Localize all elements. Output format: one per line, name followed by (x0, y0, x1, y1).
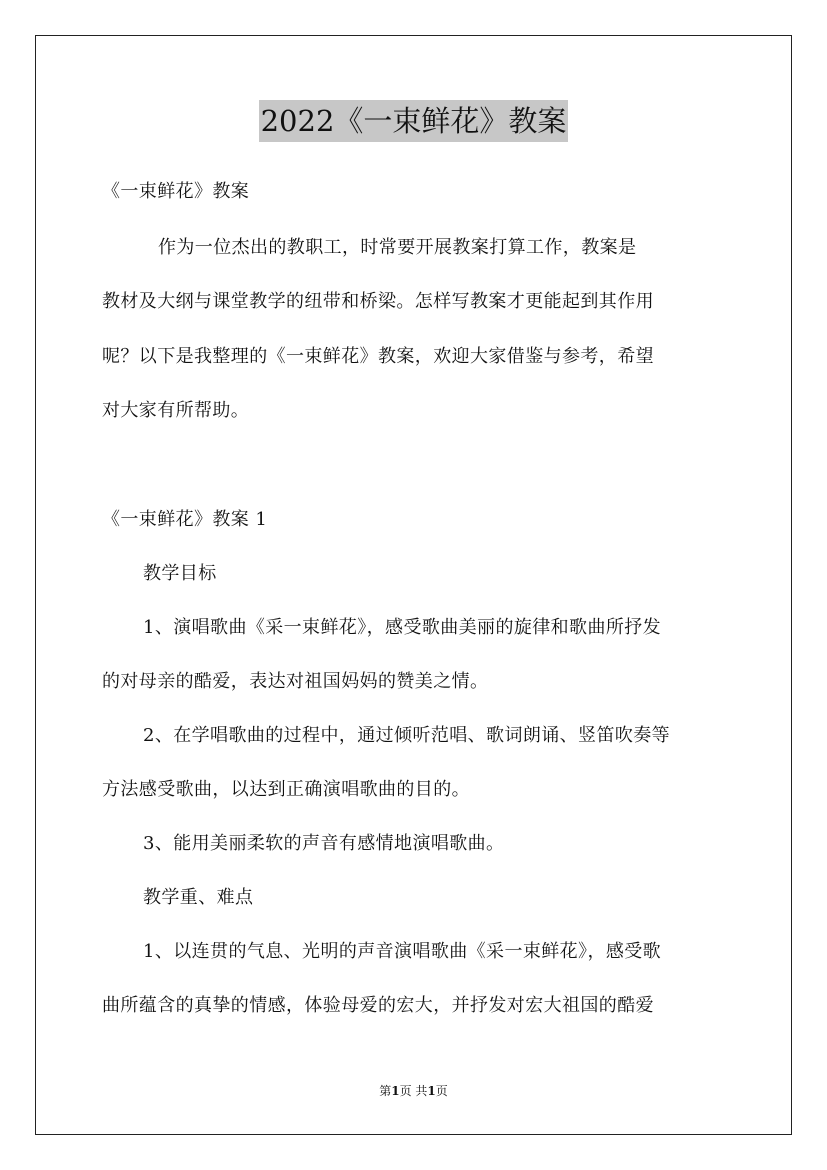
key-point-1-line-2: 曲所蕴含的真挚的情感，体验母爱的宏大，并抒发对宏大祖国的酷爱 (102, 995, 654, 1016)
objective-2-line-1: 2、在学唱歌曲的过程中，通过倾听范唱、歌词朗诵、竖笛吹奏等 (143, 725, 671, 746)
footer-prefix: 第 (379, 1084, 392, 1098)
intro-line-1: 作为一位杰出的教职工，时常要开展教案打算工作，教案是 (158, 237, 637, 258)
subtitle-line: 《一束鲜花》教案 (102, 181, 250, 202)
intro-line-3: 呢？以下是我整理的《一束鲜花》教案，欢迎大家借鉴与参考，希望 (102, 346, 654, 367)
page-number-current: 1 (391, 1084, 400, 1098)
key-points-heading: 教学重、难点 (143, 887, 254, 908)
document-title: 2022《一束鲜花》教案 (259, 100, 569, 142)
objectives-heading: 教学目标 (143, 563, 217, 584)
footer-mid: 页 共 (399, 1084, 428, 1098)
page-footer (0, 1083, 827, 1099)
title-wrapper (0, 100, 827, 142)
key-point-1-line-1: 1、以连贯的气息、光明的声音演唱歌曲《采一束鲜花》，感受歌 (143, 941, 662, 962)
footer-suffix: 页 (435, 1084, 448, 1098)
intro-line-4: 对大家有所帮助。 (102, 400, 250, 421)
objective-3: 3、能用美丽柔软的声音有感情地演唱歌曲。 (143, 833, 505, 854)
objective-2-line-2: 方法感受歌曲，以达到正确演唱歌曲的目的。 (102, 779, 470, 800)
objective-1-line-2: 的对母亲的酷爱，表达对祖国妈妈的赞美之情。 (102, 671, 489, 692)
objective-1-line-1: 1、演唱歌曲《采一束鲜花》，感受歌曲美丽的旋律和歌曲所抒发 (143, 617, 662, 638)
intro-line-2: 教材及大纲与课堂教学的纽带和桥梁。怎样写教案才更能起到其作用 (102, 291, 654, 312)
page-number-total: 1 (427, 1084, 436, 1098)
section-heading: 《一束鲜花》教案 1 (102, 509, 268, 530)
